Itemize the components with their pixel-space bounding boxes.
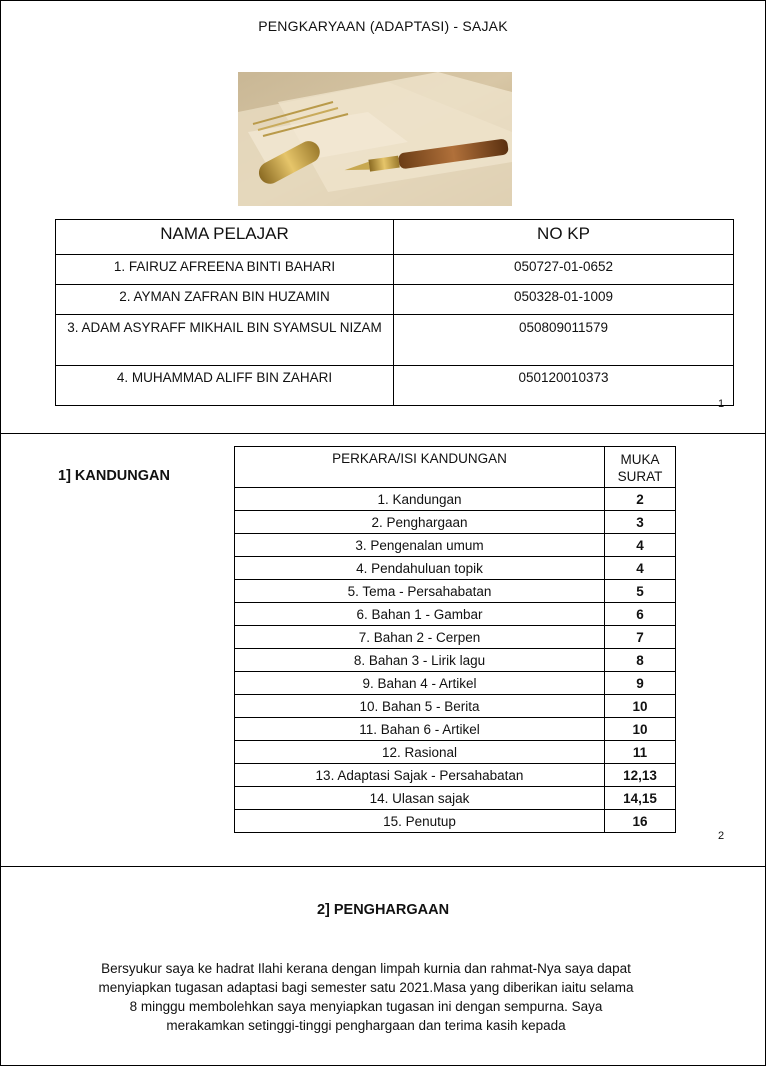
acknowledgement-paragraph: Bersyukur saya ke hadrat Ilahi kerana dengan limpah kurnia dan rahmat-Nya saya dapat menyiapkan tugasan adaptasi bagi semester satu 2021.Masa yang diberikan iaitu selama 8 minggu membolehkan saya menyiapkan tugasan ini dengan sempurna. Saya merakamkan setinggi-tinggi penghargaan dan terima kasih kepada xyxy=(98,961,634,1033)
contents-page: 2 xyxy=(605,488,676,511)
contents-page: 4 xyxy=(605,534,676,557)
contents-page: 10 xyxy=(605,718,676,741)
table-row xyxy=(235,787,676,810)
page-1 xyxy=(0,0,766,434)
column-header-kp: NO KP xyxy=(394,220,734,255)
table-row xyxy=(56,285,734,315)
page-3 xyxy=(0,866,766,1066)
contents-page: 5 xyxy=(605,580,676,603)
student-kp: 050120010373 xyxy=(394,366,734,406)
page-number: 1 xyxy=(718,398,725,410)
section-title-penghargaan: 2] PENGHARGAAN xyxy=(316,902,450,918)
student-kp: 050727-01-0652 xyxy=(394,255,734,285)
contents-item: 12. Rasional xyxy=(235,741,605,764)
column-header-item: PERKARA/ISI KANDUNGAN xyxy=(235,447,605,488)
table-row xyxy=(235,764,676,787)
contents-page: 10 xyxy=(605,695,676,718)
contents-page: 7 xyxy=(605,626,676,649)
contents-item: 3. Pengenalan umum xyxy=(235,534,605,557)
contents-page: 9 xyxy=(605,672,676,695)
table-row xyxy=(56,366,734,406)
contents-page: 4 xyxy=(605,557,676,580)
document-header: PENGKARYAAN (ADAPTASI) - SAJAK xyxy=(258,18,508,34)
table-row xyxy=(235,741,676,764)
student-name: 1. FAIRUZ AFREENA BINTI BAHARI xyxy=(56,255,394,285)
table-row xyxy=(56,315,734,366)
page-2 xyxy=(0,433,766,867)
student-kp: 050328-01-1009 xyxy=(394,285,734,315)
table-row xyxy=(235,649,676,672)
contents-item: 14. Ulasan sajak xyxy=(235,787,605,810)
contents-item: 1. Kandungan xyxy=(235,488,605,511)
contents-item: 4. Pendahuluan topik xyxy=(235,557,605,580)
contents-item: 15. Penutup xyxy=(235,810,605,833)
table-row xyxy=(235,603,676,626)
table-row xyxy=(235,488,676,511)
student-name: 4. MUHAMMAD ALIFF BIN ZAHARI xyxy=(56,366,394,406)
table-row xyxy=(235,511,676,534)
table-row xyxy=(235,626,676,649)
contents-item: 11. Bahan 6 - Artikel xyxy=(235,718,605,741)
student-name: 2. AYMAN ZAFRAN BIN HUZAMIN xyxy=(56,285,394,315)
contents-page: 14,15 xyxy=(605,787,676,810)
contents-item: 6. Bahan 1 - Gambar xyxy=(235,603,605,626)
table-row xyxy=(235,672,676,695)
contents-item: 5. Tema - Persahabatan xyxy=(235,580,605,603)
table-row xyxy=(235,810,676,833)
column-header-name: NAMA PELAJAR xyxy=(56,220,394,255)
contents-table xyxy=(234,446,676,833)
contents-item: 2. Penghargaan xyxy=(235,511,605,534)
table-row xyxy=(235,534,676,557)
student-kp: 050809011579 xyxy=(394,315,734,366)
table-row xyxy=(235,718,676,741)
contents-item: 13. Adaptasi Sajak - Persahabatan xyxy=(235,764,605,787)
contents-item: 7. Bahan 2 - Cerpen xyxy=(235,626,605,649)
table-row xyxy=(56,255,734,285)
contents-item: 10. Bahan 5 - Berita xyxy=(235,695,605,718)
table-row xyxy=(235,580,676,603)
column-header-page: MUKA SURAT xyxy=(605,447,676,488)
table-row xyxy=(235,557,676,580)
contents-item: 8. Bahan 3 - Lirik lagu xyxy=(235,649,605,672)
contents-page: 12,13 xyxy=(605,764,676,787)
contents-page: 3 xyxy=(605,511,676,534)
student-name: 3. ADAM ASYRAFF MIKHAIL BIN SYAMSUL NIZAM xyxy=(56,315,394,366)
contents-page: 16 xyxy=(605,810,676,833)
section-title-kandungan: 1] KANDUNGAN xyxy=(58,468,170,484)
table-row xyxy=(235,695,676,718)
contents-page: 11 xyxy=(605,741,676,764)
student-table xyxy=(55,219,734,406)
page-number: 2 xyxy=(718,830,725,842)
contents-page: 8 xyxy=(605,649,676,672)
contents-page: 6 xyxy=(605,603,676,626)
pen-and-letter-photo xyxy=(238,72,512,206)
contents-item: 9. Bahan 4 - Artikel xyxy=(235,672,605,695)
